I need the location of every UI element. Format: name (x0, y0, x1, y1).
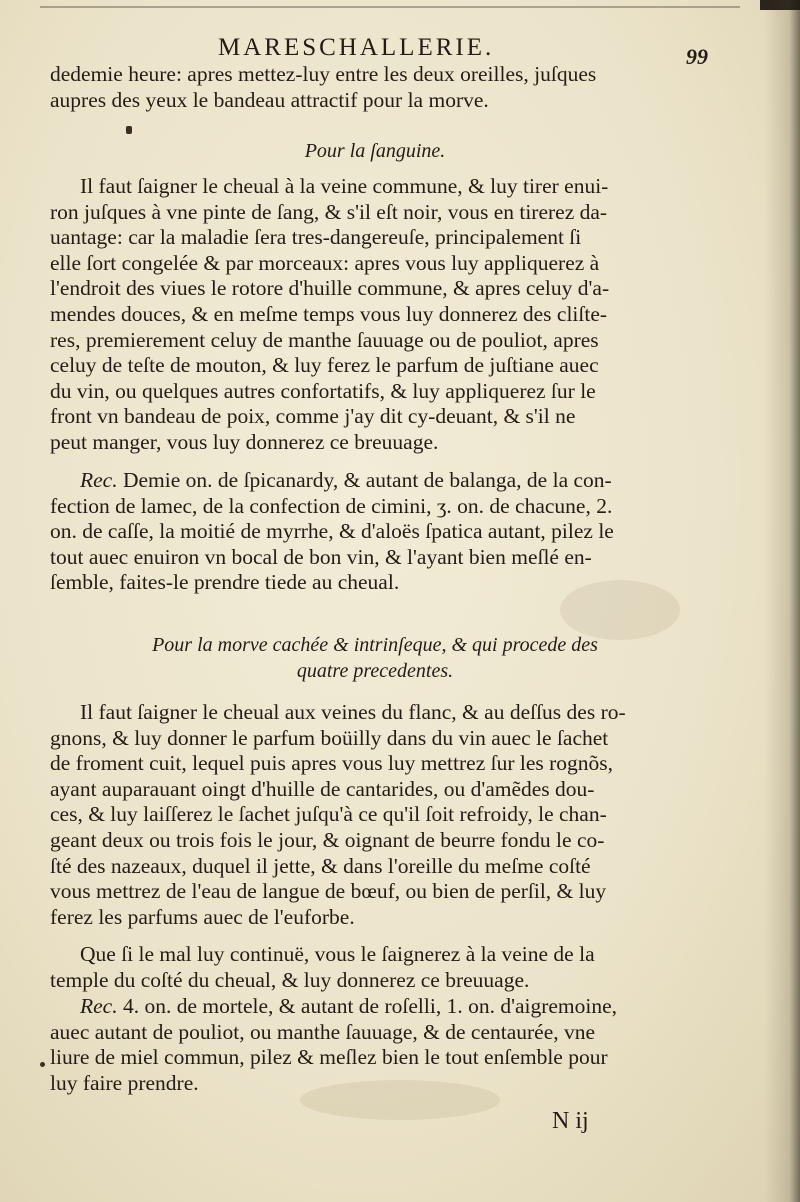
signature-mark: N ij (552, 1108, 589, 1134)
text-line: aupres des yeux le bandeau attractif pour la morve. (50, 87, 489, 112)
text-line: fection de lamec, de la confection de cimini, ʒ. on. de chacune, 2. (50, 493, 613, 518)
text-line: ſemble, faites-le prendre tiede au cheual. (50, 570, 400, 595)
text-line: Il faut ſaigner le cheual à la veine commune, & luy tirer enui- (80, 174, 609, 198)
text-line: front vn bandeau de poix, comme j'ay dit cy-deuant, & s'il ne (50, 404, 576, 429)
text-line: geant deux ou trois fois le jour, & oignant de beurre fondu le co- (50, 827, 605, 852)
paragraph-morve (50, 700, 700, 930)
ink-dot (40, 1062, 45, 1067)
text-line: de froment cuit, lequel puis apres vous luy mettrez ſur les rognõs, (50, 751, 614, 776)
text-line: celuy de teſte de mouton, & luy ferez le parfum de juſtiane auec (50, 353, 599, 378)
paragraph-continuation-bleeding (50, 942, 700, 993)
text-line: temple du coſté du cheual, & luy donnerez ce breuuage. (50, 967, 530, 992)
text-line: ayant auparauant oingt d'huille de cantarides, ou d'amẽdes dou- (50, 776, 595, 801)
heading-line: quatre precedentes. (296, 660, 454, 682)
recipe-label: Rec. (80, 468, 118, 492)
text-line (50, 468, 700, 494)
text-fragment: Demie on. de ſpicanardy, & autant de balanga, de la con- (117, 468, 612, 492)
binding-shadow (764, 0, 800, 1202)
recipe-paragraph-1 (50, 468, 700, 596)
text-line (50, 994, 700, 1020)
paragraph-continuation (50, 62, 700, 113)
text-line: luy faire prendre. (50, 1070, 199, 1095)
recipe-paragraph-2 (50, 994, 700, 1096)
recipe-label: Rec. (80, 994, 118, 1018)
text-line: res, premierement celuy de manthe ſauuage ou de pouliot, apres (50, 327, 599, 352)
text-line: mendes douces, & en meſme temps vous luy donnerez des cliſte- (50, 301, 608, 326)
text-line: auec autant de pouliot, ou manthe ſauuage, & de centaurée, vne (50, 1019, 596, 1044)
paragraph-sanguine (50, 174, 700, 456)
text-line: dedemie heure: apres mettez-luy entre les deux oreilles, juſques (50, 62, 597, 86)
heading-line: Pour la morve cachée & intrinſeque, & qui procede des (152, 634, 598, 656)
text-line: ſté des nazeaux, duquel il jette, & dans l'oreille du meſme coſté (50, 853, 591, 878)
text-line: gnons, & luy donner le parfum boüilly dans du vin auec le ſachet (50, 725, 609, 750)
text-line: ces, & luy laiſſerez le ſachet juſqu'à ce qu'il ſoit refroidy, le chan- (50, 802, 607, 827)
text-line: uantage: car la maladie ſera tres-dangereuſe, principalement ſi (50, 225, 582, 250)
text-line: tout auec enuiron vn bocal de bon vin, & l'ayant bien meſlé en- (50, 544, 592, 569)
text-line: Il faut ſaigner le cheual aux veines du flanc, & au deſſus des ro- (80, 700, 626, 724)
text-line: on. de caſſe, la moitié de myrrhe, & d'aloës ſpatica autant, pilez le (50, 519, 614, 544)
text-line: elle ſort congelée & par morceaux: apres vous luy appliquerez à (50, 250, 600, 275)
ink-mark (126, 126, 132, 134)
text-line: ferez les parfums auec de l'euforbe. (50, 904, 355, 929)
running-head: MARESCHALLERIE. (218, 34, 495, 61)
text-line: peut manger, vous luy donnerez ce breuuage. (50, 429, 439, 454)
text-fragment: 4. on. de mortele, & autant de roſelli, 1. on. d'aigremoine, (117, 994, 618, 1018)
text-line: Que ſi le mal luy continuë, vous le ſaignerez à la veine de la (80, 942, 595, 966)
page-number: 99 (686, 44, 708, 69)
section-heading-morve-cachee (50, 632, 700, 684)
text-line: liure de miel commun, pilez & meſlez bien le tout enſemble pour (50, 1045, 608, 1070)
top-rule (40, 6, 740, 8)
text-line: l'endroit des viues le rotore d'huille commune, & apres celuy d'a- (50, 276, 610, 301)
text-line: ron juſques à vne pinte de ſang, & s'il eſt noir, vous en tirerez da- (50, 199, 608, 224)
text-line: du vin, ou quelques autres confortatifs, & luy appliquerez ſur le (50, 378, 596, 403)
section-heading-sanguine: Pour la ſanguine. (304, 140, 446, 162)
text-line: vous mettrez de l'eau de langue de bœuf, ou bien de perſil, & luy (50, 879, 607, 904)
